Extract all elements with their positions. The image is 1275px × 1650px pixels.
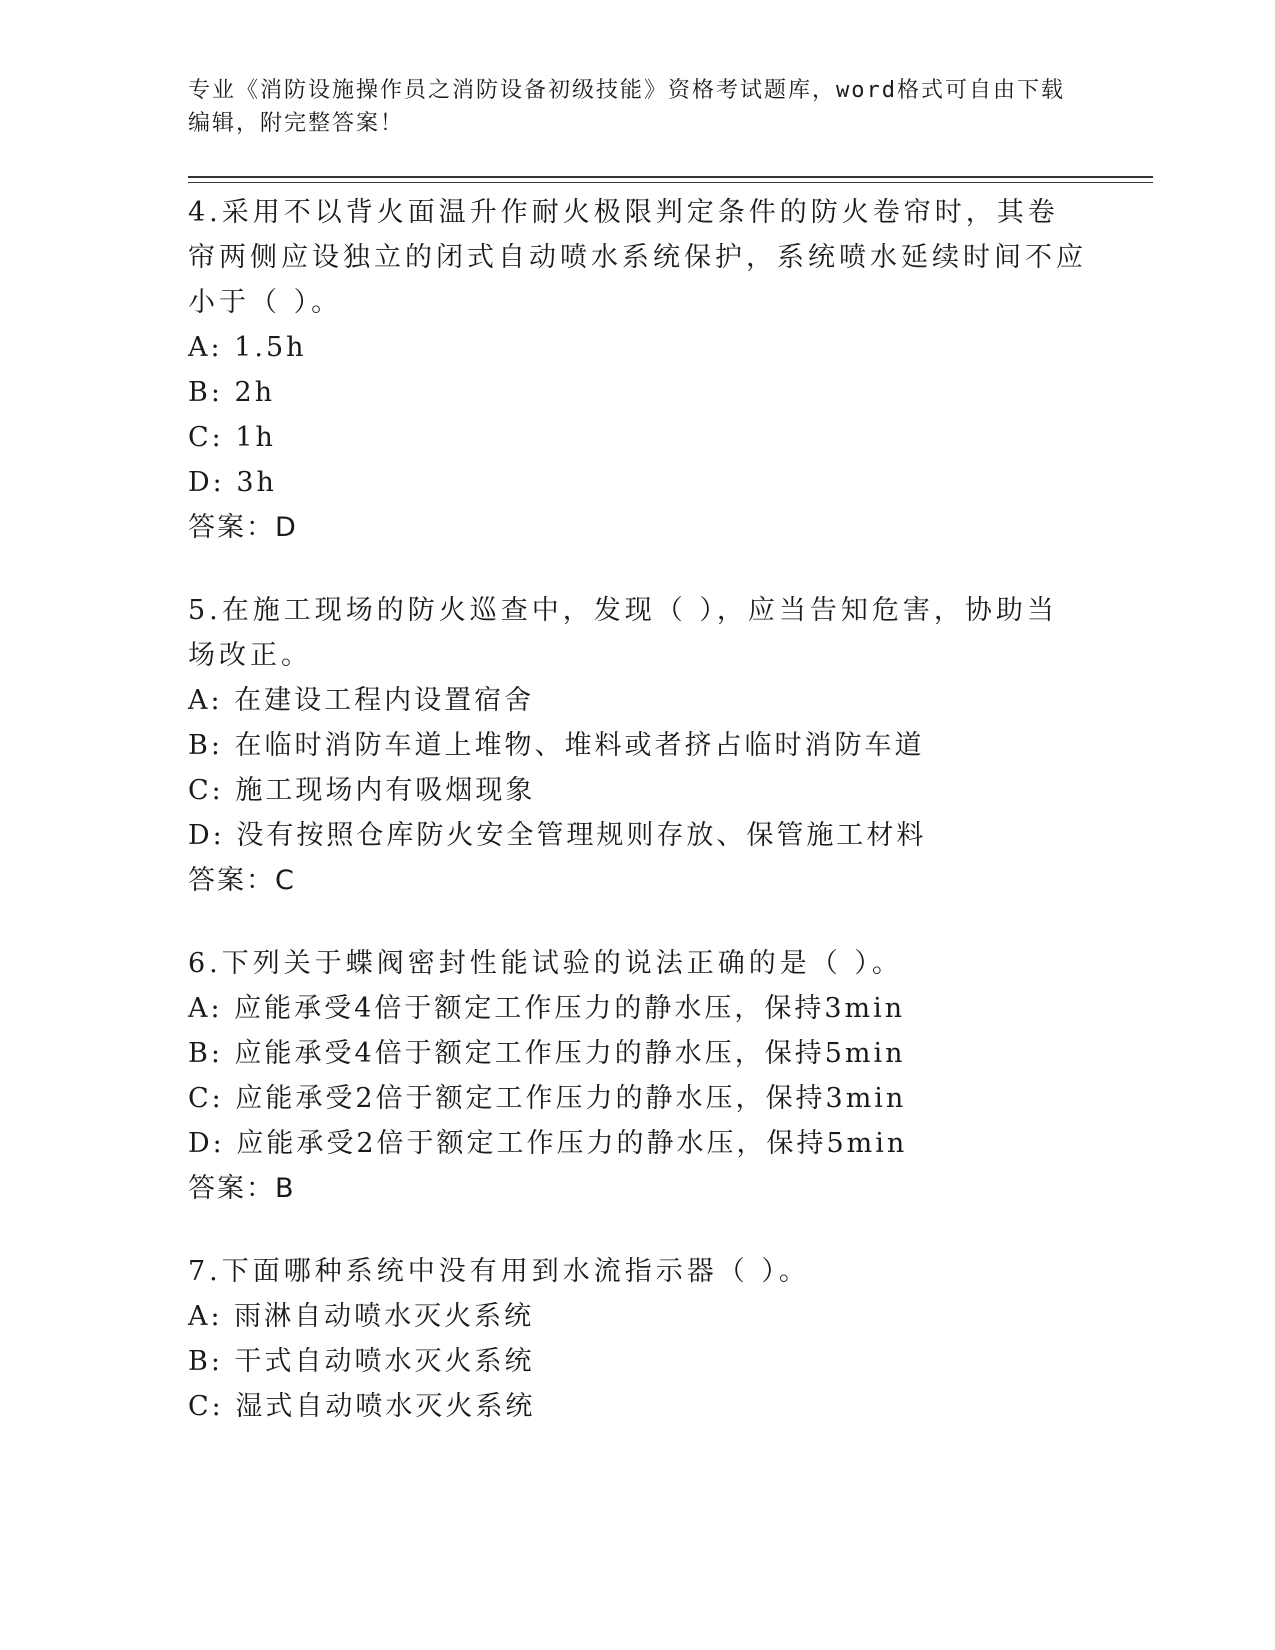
question-item [188,941,1088,1211]
answer-line: 答案：B [188,1173,296,1204]
document-header: 专业《消防设施操作员之消防设备初级技能》资格考试题库，word格式可自由下载编辑，附完整答案！ [188,78,1065,136]
option-b: B: 干式自动喷水灭火系统 [188,1346,535,1377]
question-stem: 7.下面哪种系统中没有用到水流指示器（ ）。 [188,1256,810,1287]
question-list [188,190,1088,1467]
option-a: A: 1.5h [188,332,307,363]
option-b: B: 2h [188,377,276,408]
answer-line: 答案：D [188,512,298,543]
question-item [188,588,1088,903]
option-a: A: 雨淋自动喷水灭火系统 [188,1301,535,1332]
option-c: C: 应能承受2倍于额定工作压力的静水压，保持3min [188,1083,907,1114]
option-c: C: 施工现场内有吸烟现象 [188,775,536,806]
option-d: D: 没有按照仓库防火安全管理规则存放、保管施工材料 [188,820,927,851]
option-b: B: 应能承受4倍于额定工作压力的静水压，保持5min [188,1038,906,1069]
option-a: A: 应能承受4倍于额定工作压力的静水压，保持3min [188,993,906,1024]
option-d: D: 3h [188,467,277,498]
question-stem: 6.下列关于蝶阀密封性能试验的说法正确的是（ ）。 [188,948,903,979]
option-c: C: 1h [188,422,276,453]
option-c: C: 湿式自动喷水灭火系统 [188,1391,536,1422]
question-item [188,190,1088,550]
answer-line: 答案：C [188,865,296,896]
option-a: A: 在建设工程内设置宿舍 [188,685,535,716]
header-divider-bottom [188,182,1153,183]
question-stem: 4.采用不以背火面温升作耐火极限判定条件的防火卷帘时，其卷帘两侧应设独立的闭式自动喷水系统保护，系统喷水延续时间不应小于（ ）。 [188,197,1087,318]
question-item [188,1249,1088,1429]
header-divider-top [188,176,1153,178]
option-b: B: 在临时消防车道上堆物、堆料或者挤占临时消防车道 [188,730,925,761]
option-d: D: 应能承受2倍于额定工作压力的静水压，保持5min [188,1128,908,1159]
question-stem: 5.在施工现场的防火巡查中，发现（ ），应当告知危害，协助当场改正。 [188,595,1058,671]
